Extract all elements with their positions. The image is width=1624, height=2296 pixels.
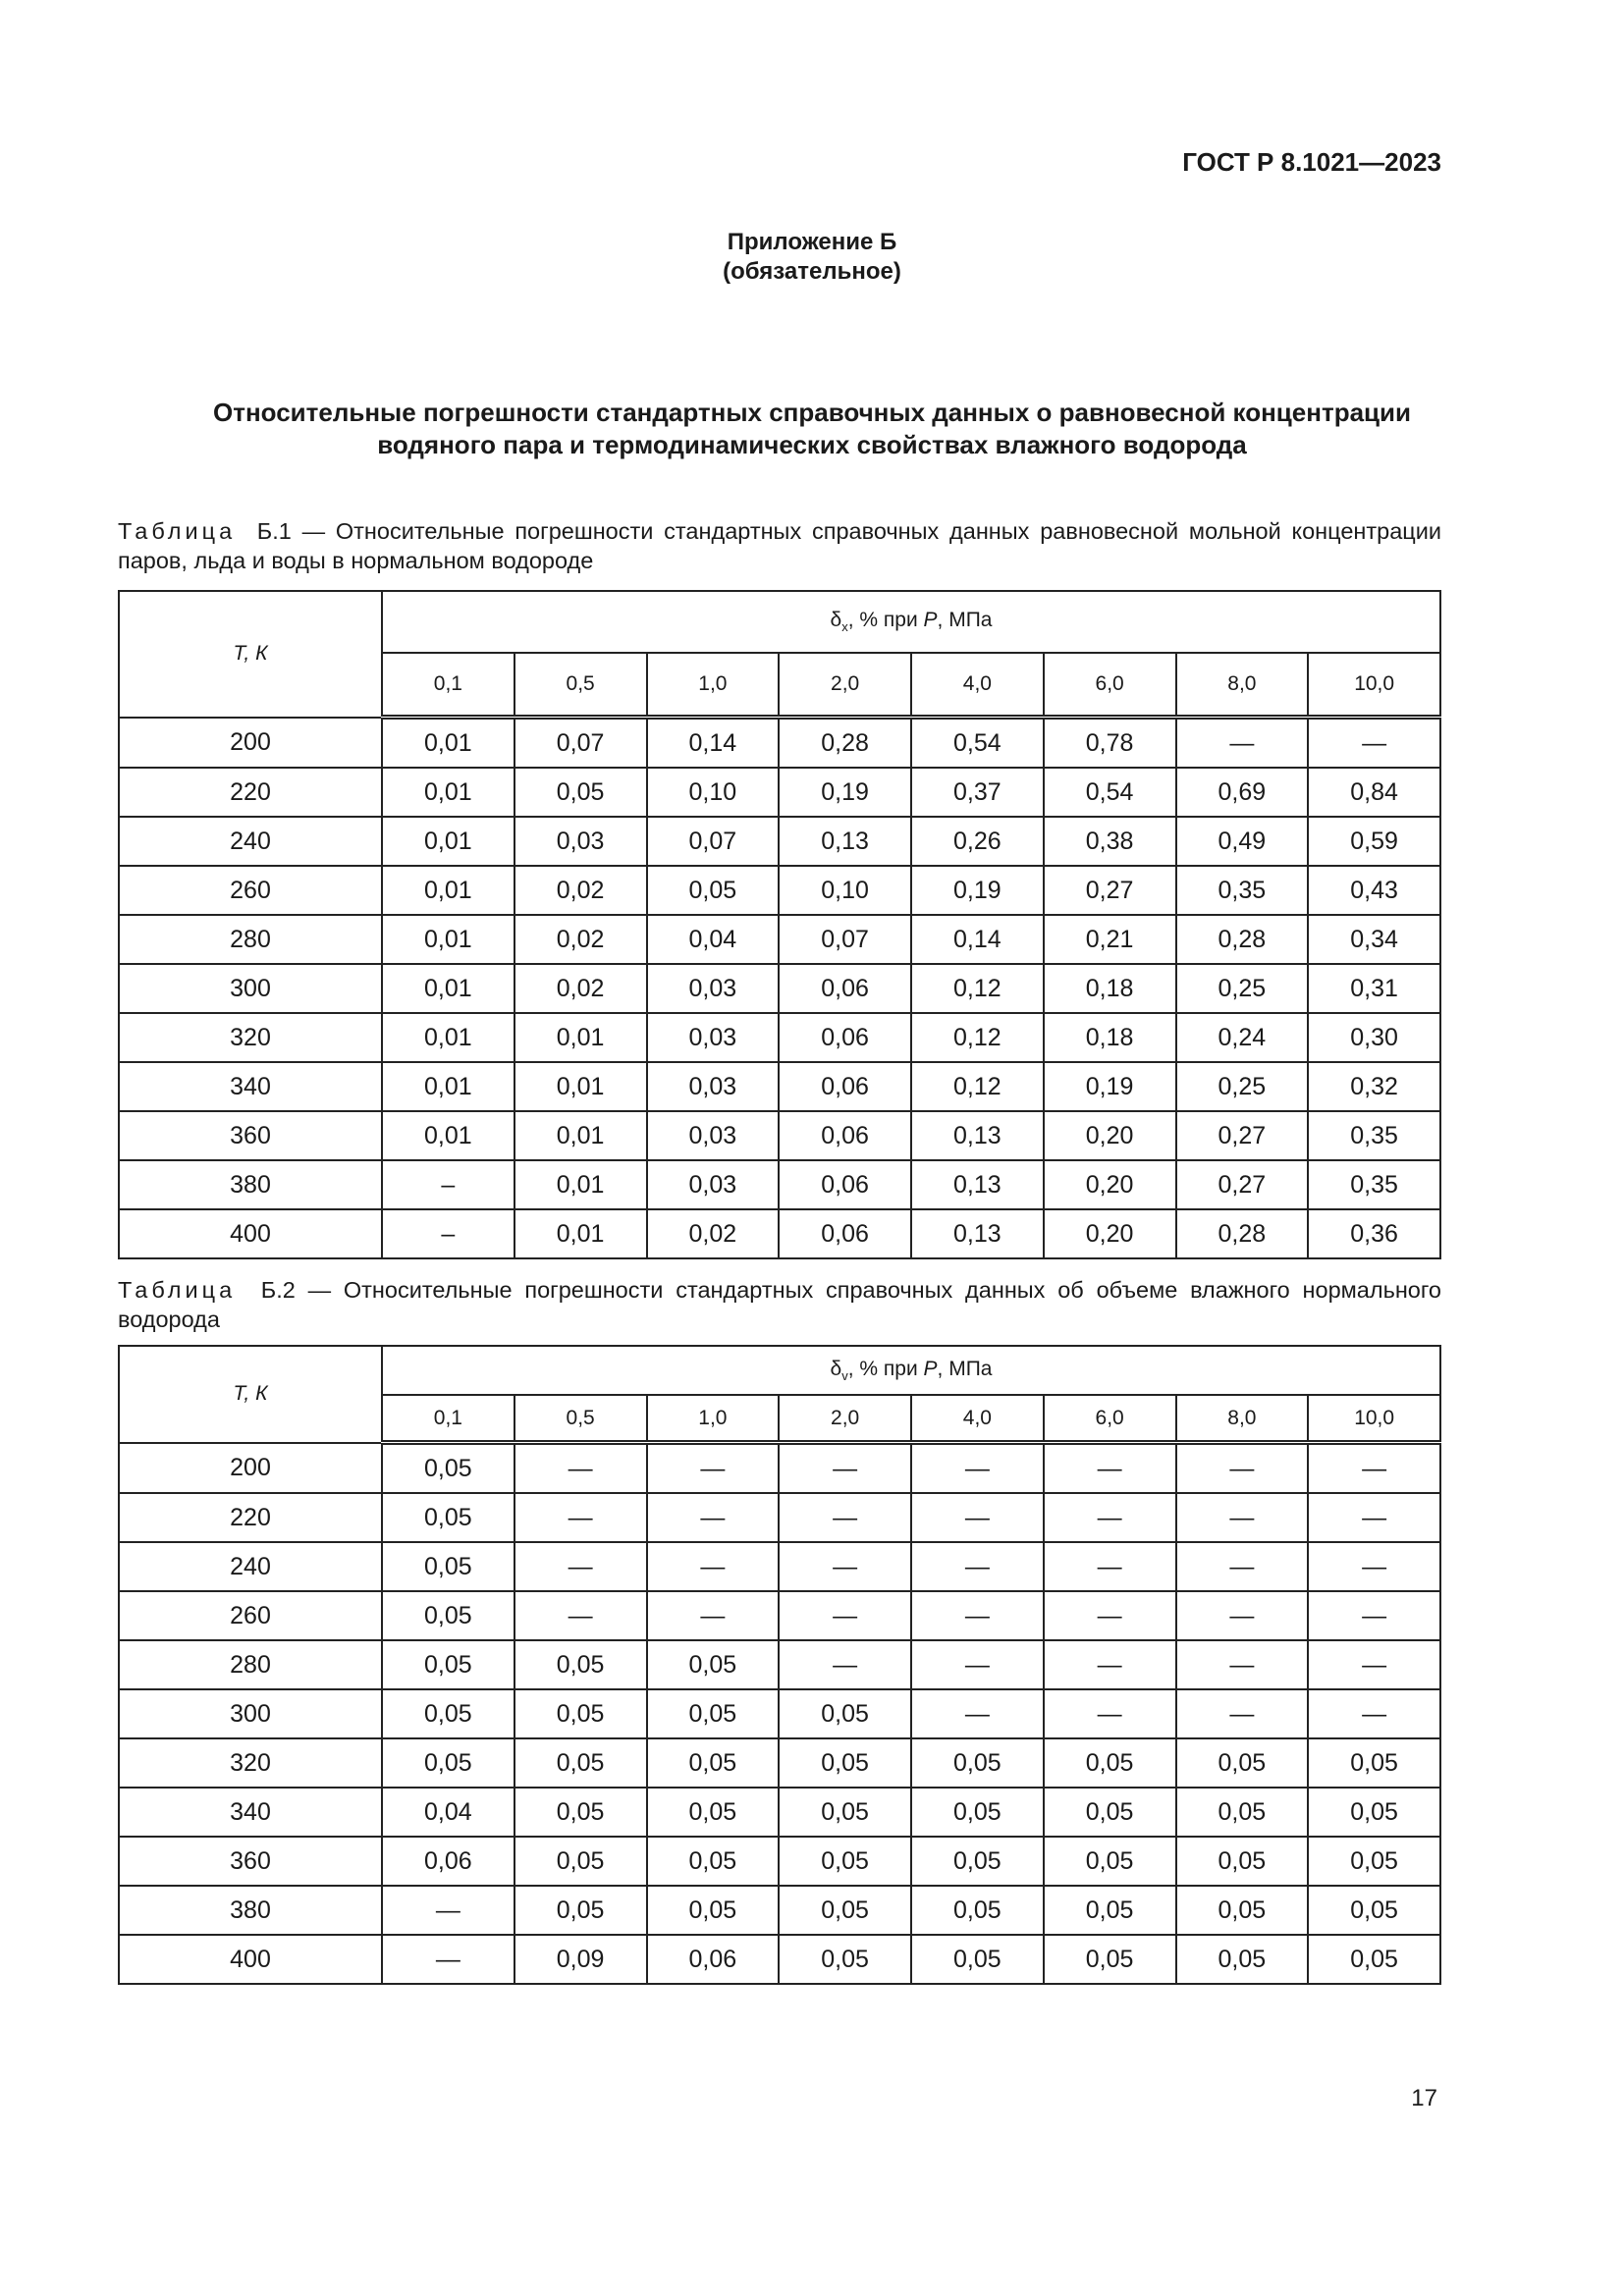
cell-value: 0,05 <box>911 1935 1044 1984</box>
cell-value: 0,26 <box>911 817 1044 866</box>
cell-temperature: 400 <box>119 1209 382 1258</box>
cell-value: 0,05 <box>911 1886 1044 1935</box>
table-row <box>119 1062 1440 1111</box>
cell-value: — <box>1308 1542 1440 1591</box>
cell-value: 0,35 <box>1176 866 1309 915</box>
cell-value: 0,05 <box>514 1738 647 1788</box>
cell-value: 0,25 <box>1176 964 1309 1013</box>
cell-value: 0,06 <box>779 964 911 1013</box>
cell-value: — <box>514 1493 647 1542</box>
column-header-pressure: 8,0 <box>1176 653 1309 718</box>
cell-temperature: 380 <box>119 1160 382 1209</box>
cell-value: — <box>1308 1591 1440 1640</box>
cell-value: 0,01 <box>382 768 514 817</box>
table-row <box>119 915 1440 964</box>
cell-value: 0,02 <box>514 866 647 915</box>
cell-value: 0,27 <box>1044 866 1176 915</box>
cell-temperature: 280 <box>119 1640 382 1689</box>
cell-value: 0,21 <box>1044 915 1176 964</box>
cell-value: 0,01 <box>382 1062 514 1111</box>
cell-value: — <box>514 1591 647 1640</box>
cell-value: 0,01 <box>382 915 514 964</box>
cell-value: — <box>779 1493 911 1542</box>
cell-value: — <box>1044 1591 1176 1640</box>
cell-value: 0,05 <box>1308 1935 1440 1984</box>
cell-value: 0,06 <box>779 1062 911 1111</box>
table-caption-text: Б.1 — Относительные погрешности стандартных справочных данных равновесной мольной концентрации паров, льда и воды в нормальном водороде <box>118 518 1442 573</box>
cell-value: 0,05 <box>382 1738 514 1788</box>
cell-value: 0,03 <box>647 1160 780 1209</box>
cell-value: 0,05 <box>514 768 647 817</box>
column-header-pressure: 8,0 <box>1176 1395 1309 1443</box>
cell-value: 0,07 <box>647 817 780 866</box>
cell-temperature: 240 <box>119 1542 382 1591</box>
column-header-pressure: 1,0 <box>647 1395 780 1443</box>
cell-value: 0,05 <box>514 1788 647 1837</box>
cell-value: 0,03 <box>514 817 647 866</box>
cell-value: 0,02 <box>514 964 647 1013</box>
section-title-line1: Относительные погрешности стандартных справочных данных о равновесной концентрации <box>213 398 1411 427</box>
cell-value: 0,36 <box>1308 1209 1440 1258</box>
table-row <box>119 768 1440 817</box>
table-row <box>119 1209 1440 1258</box>
cell-value: — <box>1176 1542 1309 1591</box>
cell-temperature: 200 <box>119 1443 382 1494</box>
section-title-line2: водяного пара и термодинамических свойствах влажного водорода <box>377 430 1247 459</box>
cell-value: — <box>1176 1443 1309 1494</box>
column-header-pressure: 10,0 <box>1308 653 1440 718</box>
column-header-pressure: 2,0 <box>779 653 911 718</box>
appendix-title: Приложение Б <box>727 229 897 255</box>
cell-value: 0,06 <box>779 1209 911 1258</box>
cell-value: — <box>1044 1493 1176 1542</box>
cell-value: 0,03 <box>647 1062 780 1111</box>
cell-value: 0,01 <box>382 866 514 915</box>
cell-value: 0,05 <box>1308 1837 1440 1886</box>
cell-value: 0,37 <box>911 768 1044 817</box>
cell-value: — <box>1044 1443 1176 1494</box>
cell-value: — <box>647 1493 780 1542</box>
cell-value: 0,27 <box>1176 1111 1309 1160</box>
cell-value: 0,20 <box>1044 1209 1176 1258</box>
cell-value: 0,05 <box>1176 1935 1309 1984</box>
cell-value: 0,30 <box>1308 1013 1440 1062</box>
cell-value: 0,05 <box>779 1837 911 1886</box>
appendix-status: (обязательное) <box>723 258 901 285</box>
page-number: 17 <box>1411 2085 1437 2111</box>
cell-value: 0,05 <box>1044 1935 1176 1984</box>
cell-value: 0,13 <box>911 1111 1044 1160</box>
cell-value: 0,01 <box>514 1111 647 1160</box>
delta-subscript: x <box>841 619 848 635</box>
cell-value: 0,05 <box>1176 1886 1309 1935</box>
delta-subscript: v <box>841 1368 848 1384</box>
cell-value: 0,05 <box>382 1640 514 1689</box>
table-row <box>119 1886 1440 1935</box>
cell-value: 0,05 <box>647 866 780 915</box>
cell-value: 0,05 <box>514 1640 647 1689</box>
cell-temperature: 260 <box>119 1591 382 1640</box>
cell-value: 0,38 <box>1044 817 1176 866</box>
table-label: Таблица <box>118 1277 237 1303</box>
cell-value: 0,13 <box>779 817 911 866</box>
cell-value: — <box>1308 1640 1440 1689</box>
cell-value: 0,05 <box>382 1542 514 1591</box>
column-group-header <box>382 591 1440 653</box>
table-row <box>119 817 1440 866</box>
cell-value: 0,49 <box>1176 817 1309 866</box>
cell-value: 0,05 <box>911 1738 1044 1788</box>
column-group-header <box>382 1346 1440 1395</box>
cell-value: 0,05 <box>1308 1738 1440 1788</box>
header-unit: , МПа <box>937 609 993 632</box>
cell-value: — <box>1176 1640 1309 1689</box>
cell-value: 0,05 <box>779 1788 911 1837</box>
header-text: , % при <box>847 1357 924 1380</box>
cell-value: 0,06 <box>382 1837 514 1886</box>
header-text: , % при <box>847 609 924 632</box>
column-header-temperature <box>119 1346 382 1443</box>
cell-value: — <box>911 1443 1044 1494</box>
cell-value: — <box>779 1542 911 1591</box>
cell-value: 0,07 <box>779 915 911 964</box>
cell-value: 0,05 <box>514 1837 647 1886</box>
cell-value: 0,54 <box>911 718 1044 769</box>
cell-value: 0,05 <box>1308 1886 1440 1935</box>
delta-symbol: δ <box>830 609 842 632</box>
cell-value: — <box>382 1886 514 1935</box>
cell-temperature: 400 <box>119 1935 382 1984</box>
cell-value: — <box>1044 1542 1176 1591</box>
cell-value: 0,14 <box>647 718 780 769</box>
header-unit: , МПа <box>937 1357 993 1380</box>
column-header-pressure: 6,0 <box>1044 1395 1176 1443</box>
cell-value: 0,35 <box>1308 1160 1440 1209</box>
cell-value: — <box>911 1640 1044 1689</box>
cell-value: — <box>779 1640 911 1689</box>
cell-value: 0,20 <box>1044 1111 1176 1160</box>
table-row <box>119 1591 1440 1640</box>
cell-value: 0,54 <box>1044 768 1176 817</box>
cell-value: 0,10 <box>647 768 780 817</box>
cell-value: — <box>1176 718 1309 769</box>
cell-value: 0,05 <box>1176 1738 1309 1788</box>
cell-value: 0,43 <box>1308 866 1440 915</box>
cell-value: 0,01 <box>382 1013 514 1062</box>
cell-value: 0,10 <box>779 866 911 915</box>
cell-value: 0,05 <box>779 1689 911 1738</box>
cell-value: 0,12 <box>911 1013 1044 1062</box>
table-row <box>119 1493 1440 1542</box>
table1-caption <box>118 516 1441 575</box>
cell-value: — <box>779 1591 911 1640</box>
cell-value: 0,05 <box>647 1886 780 1935</box>
cell-value: 0,13 <box>911 1160 1044 1209</box>
cell-value: 0,05 <box>647 1738 780 1788</box>
cell-value: 0,13 <box>911 1209 1044 1258</box>
table-b2 <box>118 1345 1441 1985</box>
cell-value: — <box>514 1542 647 1591</box>
column-header-pressure: 0,1 <box>382 1395 514 1443</box>
cell-temperature: 300 <box>119 1689 382 1738</box>
cell-value: — <box>514 1443 647 1494</box>
cell-value: 0,20 <box>1044 1160 1176 1209</box>
cell-value: 0,01 <box>514 1062 647 1111</box>
cell-value: 0,01 <box>514 1160 647 1209</box>
cell-value: — <box>1308 1443 1440 1494</box>
cell-value: 0,05 <box>1044 1788 1176 1837</box>
cell-temperature: 280 <box>119 915 382 964</box>
cell-value: 0,05 <box>514 1886 647 1935</box>
table-row <box>119 1160 1440 1209</box>
table-row <box>119 1837 1440 1886</box>
cell-value: — <box>647 1443 780 1494</box>
table-row <box>119 1640 1440 1689</box>
cell-value: 0,78 <box>1044 718 1176 769</box>
cell-value: 0,01 <box>382 1111 514 1160</box>
document-id: ГОСТ Р 8.1021—2023 <box>1182 147 1441 177</box>
cell-value: 0,05 <box>1044 1886 1176 1935</box>
cell-temperature: 340 <box>119 1788 382 1837</box>
cell-temperature: 360 <box>119 1111 382 1160</box>
table-row <box>119 1013 1440 1062</box>
section-title <box>0 397 1624 461</box>
cell-value: — <box>1176 1591 1309 1640</box>
cell-value: — <box>911 1689 1044 1738</box>
cell-value: — <box>911 1542 1044 1591</box>
column-header-pressure: 0,5 <box>514 1395 647 1443</box>
cell-value: 0,01 <box>382 964 514 1013</box>
cell-value: 0,05 <box>382 1493 514 1542</box>
table-label: Таблица <box>118 518 237 544</box>
column-header-pressure: 4,0 <box>911 1395 1044 1443</box>
cell-value: 0,05 <box>382 1443 514 1494</box>
table-caption-text: Б.2 — Относительные погрешности стандартных справочных данных об объеме влажного нормального водорода <box>118 1277 1441 1332</box>
cell-value: 0,24 <box>1176 1013 1309 1062</box>
delta-symbol: δ <box>830 1357 842 1380</box>
cell-value: 0,25 <box>1176 1062 1309 1111</box>
column-header-temperature <box>119 591 382 718</box>
cell-temperature: 300 <box>119 964 382 1013</box>
cell-value: — <box>1176 1493 1309 1542</box>
table-row <box>119 1542 1440 1591</box>
cell-value: 0,04 <box>647 915 780 964</box>
table-row <box>119 964 1440 1013</box>
cell-value: 0,69 <box>1176 768 1309 817</box>
cell-value: 0,05 <box>1176 1788 1309 1837</box>
cell-value: — <box>382 1935 514 1984</box>
cell-value: 0,28 <box>1176 915 1309 964</box>
cell-value: 0,05 <box>911 1788 1044 1837</box>
header-text: T, К <box>233 1382 268 1406</box>
cell-value: 0,34 <box>1308 915 1440 964</box>
cell-temperature: 320 <box>119 1013 382 1062</box>
cell-value: 0,05 <box>647 1640 780 1689</box>
column-header-pressure: 6,0 <box>1044 653 1176 718</box>
cell-temperature: 360 <box>119 1837 382 1886</box>
cell-value: 0,05 <box>647 1837 780 1886</box>
cell-value: 0,19 <box>779 768 911 817</box>
cell-temperature: 260 <box>119 866 382 915</box>
header-text: T, К <box>233 642 268 666</box>
column-header-pressure: 0,1 <box>382 653 514 718</box>
table-row <box>119 1935 1440 1984</box>
cell-value: 0,19 <box>911 866 1044 915</box>
cell-value: 0,05 <box>647 1788 780 1837</box>
cell-value: 0,59 <box>1308 817 1440 866</box>
column-header-pressure: 4,0 <box>911 653 1044 718</box>
cell-value: 0,07 <box>514 718 647 769</box>
table-row <box>119 1689 1440 1738</box>
cell-value: 0,03 <box>647 1013 780 1062</box>
cell-value: 0,32 <box>1308 1062 1440 1111</box>
cell-value: 0,05 <box>1044 1738 1176 1788</box>
table-row <box>119 1738 1440 1788</box>
cell-value: — <box>1308 1689 1440 1738</box>
cell-value: — <box>1044 1640 1176 1689</box>
cell-value: 0,05 <box>1176 1837 1309 1886</box>
cell-value: 0,06 <box>779 1111 911 1160</box>
cell-value: 0,06 <box>779 1013 911 1062</box>
cell-value: 0,04 <box>382 1788 514 1837</box>
cell-value: 0,06 <box>779 1160 911 1209</box>
table-row <box>119 1788 1440 1837</box>
column-header-pressure: 0,5 <box>514 653 647 718</box>
cell-value: – <box>382 1209 514 1258</box>
cell-value: — <box>647 1591 780 1640</box>
cell-temperature: 220 <box>119 1493 382 1542</box>
cell-value: 0,05 <box>911 1837 1044 1886</box>
table-row <box>119 1443 1440 1494</box>
cell-value: 0,05 <box>779 1738 911 1788</box>
appendix-heading <box>0 228 1624 287</box>
cell-value: 0,18 <box>1044 964 1176 1013</box>
cell-value: 0,09 <box>514 1935 647 1984</box>
cell-value: — <box>1044 1689 1176 1738</box>
table2-caption <box>118 1275 1441 1334</box>
cell-value: 0,05 <box>779 1886 911 1935</box>
cell-temperature: 240 <box>119 817 382 866</box>
cell-value: 0,03 <box>647 964 780 1013</box>
cell-value: 0,84 <box>1308 768 1440 817</box>
cell-value: 0,05 <box>382 1689 514 1738</box>
cell-value: 0,12 <box>911 1062 1044 1111</box>
cell-value: — <box>1308 718 1440 769</box>
cell-value: 0,14 <box>911 915 1044 964</box>
cell-value: 0,01 <box>514 1209 647 1258</box>
cell-value: 0,05 <box>382 1591 514 1640</box>
cell-value: 0,35 <box>1308 1111 1440 1160</box>
cell-value: 0,05 <box>1044 1837 1176 1886</box>
cell-value: 0,05 <box>514 1689 647 1738</box>
cell-value: 0,05 <box>647 1689 780 1738</box>
cell-value: 0,01 <box>514 1013 647 1062</box>
cell-value: 0,01 <box>382 718 514 769</box>
cell-temperature: 320 <box>119 1738 382 1788</box>
cell-temperature: 200 <box>119 718 382 769</box>
cell-temperature: 380 <box>119 1886 382 1935</box>
cell-value: – <box>382 1160 514 1209</box>
cell-value: 0,05 <box>779 1935 911 1984</box>
cell-temperature: 220 <box>119 768 382 817</box>
column-header-pressure: 1,0 <box>647 653 780 718</box>
table-b1 <box>118 590 1441 1259</box>
cell-value: — <box>911 1493 1044 1542</box>
cell-value: — <box>1176 1689 1309 1738</box>
column-header-pressure: 2,0 <box>779 1395 911 1443</box>
cell-value: 0,01 <box>382 817 514 866</box>
cell-value: 0,19 <box>1044 1062 1176 1111</box>
cell-value: 0,18 <box>1044 1013 1176 1062</box>
cell-value: — <box>911 1591 1044 1640</box>
header-var: P <box>923 609 938 632</box>
cell-value: 0,28 <box>1176 1209 1309 1258</box>
cell-value: 0,06 <box>647 1935 780 1984</box>
column-header-pressure: 10,0 <box>1308 1395 1440 1443</box>
cell-value: 0,27 <box>1176 1160 1309 1209</box>
header-var: P <box>923 1357 938 1380</box>
cell-value: 0,31 <box>1308 964 1440 1013</box>
table-row <box>119 866 1440 915</box>
cell-temperature: 340 <box>119 1062 382 1111</box>
table-row <box>119 1111 1440 1160</box>
cell-value: 0,28 <box>779 718 911 769</box>
cell-value: 0,03 <box>647 1111 780 1160</box>
cell-value: 0,02 <box>647 1209 780 1258</box>
cell-value: 0,12 <box>911 964 1044 1013</box>
cell-value: — <box>1308 1493 1440 1542</box>
cell-value: — <box>647 1542 780 1591</box>
table-row <box>119 718 1440 769</box>
cell-value: 0,02 <box>514 915 647 964</box>
cell-value: — <box>779 1443 911 1494</box>
cell-value: 0,05 <box>1308 1788 1440 1837</box>
